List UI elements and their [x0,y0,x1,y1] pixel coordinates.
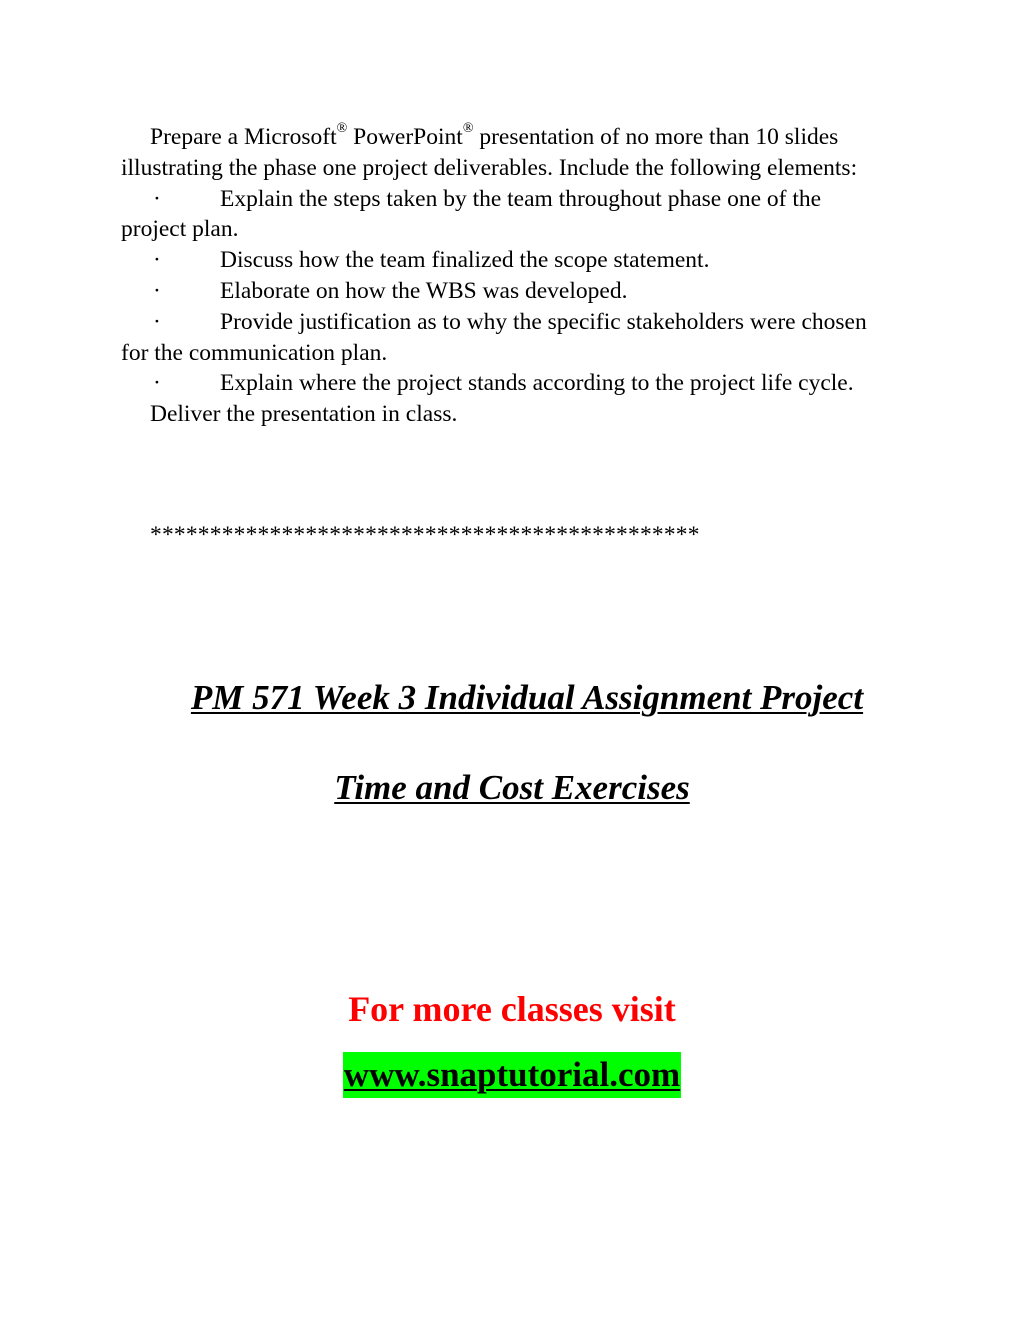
assignment-title-text: PM 571 Week 3 Individual Assignment Project [190,678,864,717]
website-link[interactable]: www.snaptutorial.com [343,1052,681,1098]
bullet-text: Explain where the project stands according to the project life cycle. [220,370,854,397]
registered-mark: ® [336,121,348,137]
bullet-symbol: · [153,185,161,212]
bullet-text: Discuss how the team finalized the scope statement. [220,247,710,274]
intro-text-middle: PowerPoint [347,124,463,150]
bullet-symbol: · [153,370,161,397]
assignment-title [15,676,1024,720]
bullet-item [121,245,891,276]
assignment-instructions [121,122,891,430]
bullet-text: Explain the steps taken by the team throughout phase one of the project plan. [121,185,822,243]
bullet-item [121,307,891,369]
bullet-item [121,368,891,399]
bullet-symbol: · [153,247,161,274]
bullet-symbol: · [153,277,161,304]
separator-line: ********************************************** [150,522,700,548]
bullet-symbol: · [153,308,161,335]
intro-text-end: presentation of no more than 10 slides illustrating the phase one project deliverables. Include the following elements: [121,124,858,181]
promo-text: For more classes visit [348,989,676,1029]
intro-text-start: Prepare a Microsoft [150,124,337,150]
bullet-text: Provide justification as to why the specific stakeholders were chosen for the communication plan. [121,308,867,366]
promo-link-container [0,1052,1024,1098]
assignment-subtitle [0,766,1024,810]
assignment-closing: Deliver the presentation in class. [150,401,458,428]
bullet-text: Elaborate on how the WBS was developed. [220,277,628,304]
registered-mark: ® [462,121,474,137]
assignment-intro [121,122,891,184]
bullet-item [121,184,891,246]
assignment-subtitle-text: Time and Cost Exercises [334,768,690,807]
bullet-item [121,276,891,307]
